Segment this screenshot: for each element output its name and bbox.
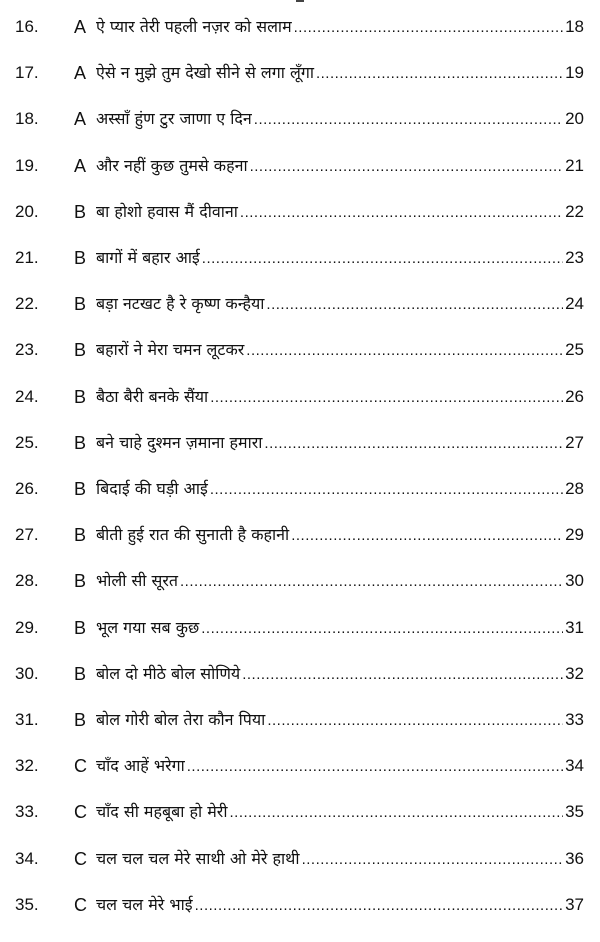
toc-entry-line: [96, 566, 584, 597]
toc-entry-number: 28.: [15, 571, 39, 591]
toc-entry: [0, 474, 600, 504]
toc-dot-leader: [210, 475, 563, 505]
toc-entry-page-number: 36: [565, 848, 584, 868]
toc-entry-title: ऐ प्यार तेरी पहली नज़र को सलाम: [96, 17, 292, 36]
toc-dot-leader: [210, 383, 563, 413]
toc-entry-line: [96, 844, 584, 875]
toc-entry-letter: A: [74, 63, 87, 84]
toc-entry-title: बहारों ने मेरा चमन लूटकर: [96, 340, 245, 360]
toc-entry-number: 29.: [15, 617, 39, 637]
toc-entry-number: 27.: [15, 525, 39, 545]
toc-dot-leader: [267, 706, 563, 736]
toc-entry-title: बीती हुई रात की सुनाती है कहानी: [96, 525, 290, 545]
toc-entry-letter: B: [74, 571, 87, 592]
toc-entry-line: [96, 613, 584, 644]
toc-entry: [0, 659, 600, 689]
toc-entry-line: [96, 382, 584, 413]
toc-entry: [0, 151, 600, 181]
toc-entry: [0, 289, 600, 319]
toc-dot-leader: [229, 798, 563, 828]
toc-entry-line: [96, 659, 584, 690]
toc-entry-letter: B: [74, 479, 87, 499]
toc-entry-line: [96, 797, 584, 828]
toc-entry-number: 22.: [15, 294, 39, 314]
toc-entry-title: चल चल चल मेरे साथी ओ मेरे हाथी: [96, 848, 300, 868]
toc-entry-page-number: 19: [565, 63, 584, 83]
toc-entry-page-number: 34: [565, 756, 584, 776]
toc-entry: [0, 844, 600, 874]
toc-entry-title: बैठा बैरी बनके सैंया: [96, 386, 209, 406]
toc-entry-title: बोल दो मीठे बोल सोणिये: [96, 663, 241, 683]
toc-entry-title: और नहीं कुछ तुमसे कहना: [96, 155, 248, 175]
toc-entry-page-number: 27: [565, 432, 584, 452]
toc-entry-letter: C: [74, 802, 87, 823]
toc-entry-letter: B: [74, 386, 87, 407]
toc-entry-letter: B: [74, 525, 87, 546]
toc-entry-page-number: 28: [565, 479, 584, 498]
toc-entry-line: [96, 751, 584, 782]
toc-entry-letter: B: [74, 663, 87, 684]
toc-entry-number: 21.: [15, 248, 39, 267]
toc-entry-line: [96, 151, 584, 182]
toc-entry-page-number: 33: [565, 710, 584, 729]
toc-entry-number: 31.: [15, 710, 39, 729]
toc-entry-letter: B: [74, 201, 87, 222]
toc-entry: [0, 12, 600, 42]
toc-dot-leader: [187, 752, 563, 782]
toc-entry-line: [96, 474, 584, 505]
toc-entry-number: 20.: [15, 201, 39, 221]
top-edge-mark: [296, 0, 304, 2]
toc-entry: [0, 751, 600, 781]
toc-entry-number: 18.: [15, 109, 39, 129]
toc-entry-letter: B: [74, 432, 87, 453]
toc-entry-title: बागों में बहार आई: [96, 248, 200, 267]
toc-entry-title: भूल गया सब कुछ: [96, 617, 200, 637]
toc-entry-number: 32.: [15, 756, 39, 776]
toc-entry: [0, 613, 600, 643]
toc-dot-leader: [291, 521, 563, 551]
toc-entry-title: ऐसे न मुझे तुम देखो सीने से लगा लूँगा: [96, 63, 314, 83]
toc-dot-leader: [294, 13, 563, 43]
toc-entry: [0, 520, 600, 550]
toc-entry: [0, 335, 600, 365]
toc-entry-number: 35.: [15, 894, 39, 914]
toc-entry-title: चाँद आहें भरेगा: [96, 756, 185, 776]
toc-entry-line: [96, 335, 584, 366]
toc-entry-page-number: 22: [565, 201, 584, 221]
toc-entry-number: 30.: [15, 663, 39, 683]
toc-entry-page-number: 31: [565, 617, 584, 637]
toc-entry-letter: C: [74, 756, 87, 777]
toc-dot-leader: [264, 429, 563, 459]
toc-dot-leader: [242, 660, 563, 690]
toc-entry-letter: B: [74, 710, 87, 730]
toc-entry-line: [96, 197, 584, 228]
toc-dot-leader: [180, 567, 563, 597]
toc-entry-letter: A: [74, 17, 87, 37]
toc-entry-title: भोली सी सूरत: [96, 571, 178, 591]
toc-entry-line: [96, 289, 584, 320]
toc-entry-number: 25.: [15, 432, 39, 452]
toc-dot-leader: [250, 152, 563, 182]
toc-entry-number: 33.: [15, 802, 39, 822]
toc-entry-line: [96, 104, 584, 135]
toc-entry: [0, 890, 600, 920]
toc-entry-page-number: 20: [565, 109, 584, 129]
toc-entry-page-number: 29: [565, 525, 584, 545]
toc-entry-page-number: 32: [565, 663, 584, 683]
toc-entry-letter: C: [74, 894, 87, 915]
toc-entry-page-number: 24: [565, 294, 584, 314]
toc-entry-page-number: 26: [565, 386, 584, 406]
toc-entry: [0, 197, 600, 227]
toc-entry-letter: B: [74, 617, 87, 638]
toc-entry-letter: B: [74, 294, 87, 315]
toc-entry-number: 16.: [15, 17, 39, 36]
toc-entry: [0, 58, 600, 88]
toc-entry-line: [96, 705, 584, 736]
toc-dot-leader: [246, 336, 563, 366]
toc-entry-number: 34.: [15, 848, 39, 868]
toc-entry-line: [96, 428, 584, 459]
toc-entry-title: बड़ा नटखट है रे कृष्ण कन्हैया: [96, 294, 265, 314]
toc-entry: [0, 382, 600, 412]
toc-entry: [0, 797, 600, 827]
toc-entry-title: चल चल मेरे भाई: [96, 894, 193, 914]
toc-entry-title: बने चाहे दुश्मन ज़माना हमारा: [96, 432, 263, 452]
toc-entry-page-number: 25: [565, 340, 584, 360]
toc-entry-page-number: 37: [565, 894, 584, 914]
toc-dot-leader: [201, 614, 563, 644]
toc-entry-number: 19.: [15, 155, 39, 175]
toc-dot-leader: [316, 59, 563, 89]
toc-entry-title: बोल गोरी बोल तेरा कौन पिया: [96, 710, 266, 729]
toc-entry: [0, 243, 600, 273]
toc-entry-page-number: 23: [565, 248, 584, 267]
toc-entry-title: अस्साँ हुंण टुर जाणा ए दिन: [96, 109, 252, 129]
toc-entry-page-number: 35: [565, 802, 584, 822]
toc-dot-leader: [240, 198, 563, 228]
toc-dot-leader: [302, 845, 564, 875]
toc-entry-number: 24.: [15, 386, 39, 406]
toc-entry-number: 17.: [15, 63, 39, 83]
toc-dot-leader: [202, 244, 563, 274]
toc-entry-letter: B: [74, 340, 87, 361]
toc-dot-leader: [254, 105, 563, 135]
toc-entry-line: [96, 520, 584, 551]
toc-entry-line: [96, 890, 584, 921]
toc-entry: [0, 104, 600, 134]
toc-entry-title: चाँद सी महबूबा हो मेरी: [96, 802, 228, 822]
toc-entry-line: [96, 58, 584, 89]
toc-entry-letter: A: [74, 109, 87, 130]
toc-entry-title: बिदाई की घड़ी आई: [96, 479, 208, 498]
toc-entry-letter: A: [74, 155, 87, 176]
toc-dot-leader: [266, 290, 563, 320]
toc-entry-page-number: 18: [565, 17, 584, 36]
toc-dot-leader: [195, 891, 563, 921]
toc-entry-letter: B: [74, 248, 87, 268]
toc-entry: [0, 566, 600, 596]
toc-entry-title: बा होशो हवास मैं दीवाना: [96, 201, 238, 221]
toc-entry-line: [96, 243, 584, 274]
toc-entry: [0, 428, 600, 458]
toc-entry-page-number: 30: [565, 571, 584, 591]
toc-entry-page-number: 21: [565, 155, 584, 175]
toc-entry-number: 23.: [15, 340, 39, 360]
toc-entry-number: 26.: [15, 479, 39, 498]
toc-entry: [0, 705, 600, 735]
toc-entry-line: [96, 12, 584, 43]
toc-entry-letter: C: [74, 848, 87, 869]
